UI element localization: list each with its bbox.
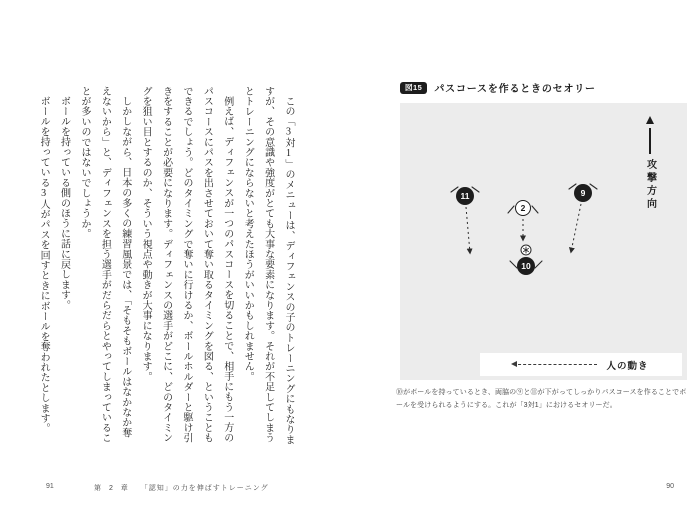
movement-arrow-9 xyxy=(571,204,581,252)
text-column: できるでしょう。どのタイミングで奪いに行けるか、ボールホルダーと駆け引 xyxy=(180,86,192,443)
text-column: 例えば、ディフェンスが一つのパスコースを切ることで、相手にもう一方の xyxy=(221,96,233,443)
up-arrow-stem xyxy=(649,128,651,154)
text-column: この「3対1」のメニューは、ディフェンスの子のトレーニングにもなりま xyxy=(283,96,294,445)
text-column: しかしながら、日本の多くの練習風景では、「そもそもボールはなかなか奪 xyxy=(119,96,131,438)
movement-arrow-11 xyxy=(466,207,470,253)
legend xyxy=(480,353,682,376)
player-10-number: 10 xyxy=(521,261,531,271)
figure-title: パスコースを作るときのセオリー xyxy=(434,84,596,95)
figure-badge: 図15 xyxy=(400,82,427,94)
text-column: とが多いのではないでしょうか。 xyxy=(78,86,90,239)
player-10 xyxy=(517,257,535,275)
pass-course-diagram xyxy=(400,103,687,380)
dashed-left-arrow-icon xyxy=(513,364,597,365)
legend-label: 人の動き xyxy=(606,360,649,372)
ball-icon xyxy=(521,245,531,255)
page-number-left: 91 xyxy=(46,483,54,490)
player-9 xyxy=(574,184,592,202)
text-column: とトレーニングにならないと考えたほうがいいかもしれません。 xyxy=(242,86,254,382)
player-11-number: 11 xyxy=(460,191,470,201)
chapter-label: 第 2 章 xyxy=(94,485,131,492)
player-2-defender xyxy=(515,200,531,216)
figure-caption: ⑩がボールを持っているとき、両脇の⑨と⑪が下がってしっかりパスコースを作ることでボールを受けられるようにする。これが「3対1」におけるセオリーだ。 xyxy=(396,389,687,409)
text-column: パスコースにパスを出させておいて奪い取るタイミングを図る、ということも xyxy=(201,86,213,443)
running-title xyxy=(94,483,269,493)
text-column: すが、その意識や強度がとても大事な要素になります。それが不足してしまう xyxy=(262,86,274,443)
body-text xyxy=(30,86,298,448)
text-column: きをすることが必要になります。ディフェンスの選手がどこに、どのタイミン xyxy=(160,86,172,443)
player-11 xyxy=(456,187,474,205)
up-arrow-icon xyxy=(646,116,654,124)
page-number-right: 90 xyxy=(666,483,674,490)
text-column: ボールを持っている3人がパスを回すときにボールを奪われたとします。 xyxy=(38,96,50,434)
attack-direction xyxy=(641,116,659,211)
figure-header xyxy=(400,80,596,95)
footer xyxy=(0,483,700,497)
text-column: ボールを持っている側のほうに話に戻します。 xyxy=(58,96,70,311)
chapter-title: 「認知」の力を伸ばすトレーニング xyxy=(140,485,269,492)
text-column: グを狙い目とするのか、そういう視点や動きが大事になります。 xyxy=(140,86,152,382)
player-2-number: 2 xyxy=(520,203,526,213)
player-9-number: 9 xyxy=(580,188,586,198)
attack-direction-label: 攻撃方向 xyxy=(644,159,656,211)
text-column: えないから」と、ディフェンスを担う選手がだらだらとやってしまっているこ xyxy=(99,86,111,443)
